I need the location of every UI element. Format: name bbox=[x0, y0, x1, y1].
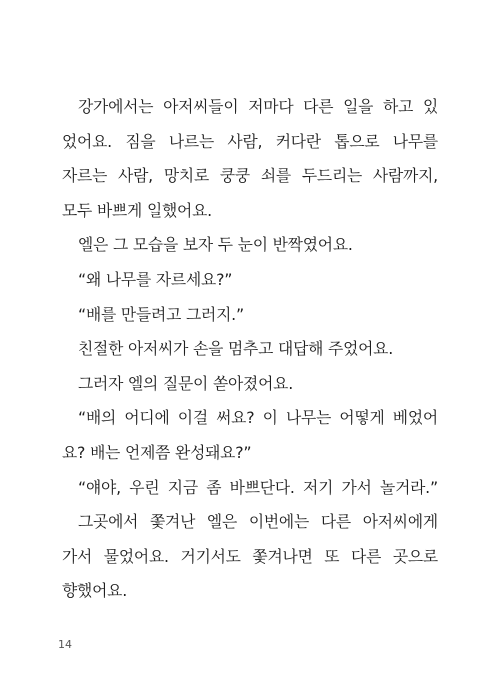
text-line: 었어요. 짐을 나르는 사람, 커다란 톱으로 나무를 bbox=[62, 131, 438, 151]
text-line: 친절한 아저씨가 손을 멈추고 대답해 주었어요. bbox=[78, 339, 394, 359]
text-line: 엘은 그 모습을 보자 두 눈이 반짝였어요. bbox=[78, 235, 353, 255]
text-line: 그러자 엘의 질문이 쏟아졌어요. bbox=[78, 373, 294, 393]
body-text bbox=[62, 90, 438, 609]
text-line: 가서 물었어요. 거기서도 쫓겨나면 또 다른 곳으로 bbox=[62, 546, 438, 566]
page-number: 14 bbox=[58, 638, 72, 651]
text-line: “얘야, 우린 지금 좀 바쁘단다. 저기 가서 놀거라.” bbox=[78, 477, 438, 497]
text-line: 자르는 사람, 망치로 쿵쿵 쇠를 두드리는 사람까지, bbox=[62, 166, 438, 186]
text-line: 모두 바쁘게 일했어요. bbox=[62, 200, 213, 220]
text-line: “왜 나무를 자르세요?” bbox=[78, 269, 233, 289]
text-line: 강가에서는 아저씨들이 저마다 다른 일을 하고 있 bbox=[78, 97, 438, 116]
text-line: 향했어요. bbox=[62, 581, 128, 601]
text-line: 그곳에서 쫓겨난 엘은 이번에는 다른 아저씨에게 bbox=[78, 512, 438, 532]
text-line: 요? 배는 언제쯤 완성돼요?” bbox=[62, 442, 252, 462]
text-line: “배의 어디에 이걸 써요? 이 나무는 어떻게 베었어 bbox=[78, 408, 438, 428]
text-line: “배를 만들려고 그러지.” bbox=[78, 304, 244, 324]
